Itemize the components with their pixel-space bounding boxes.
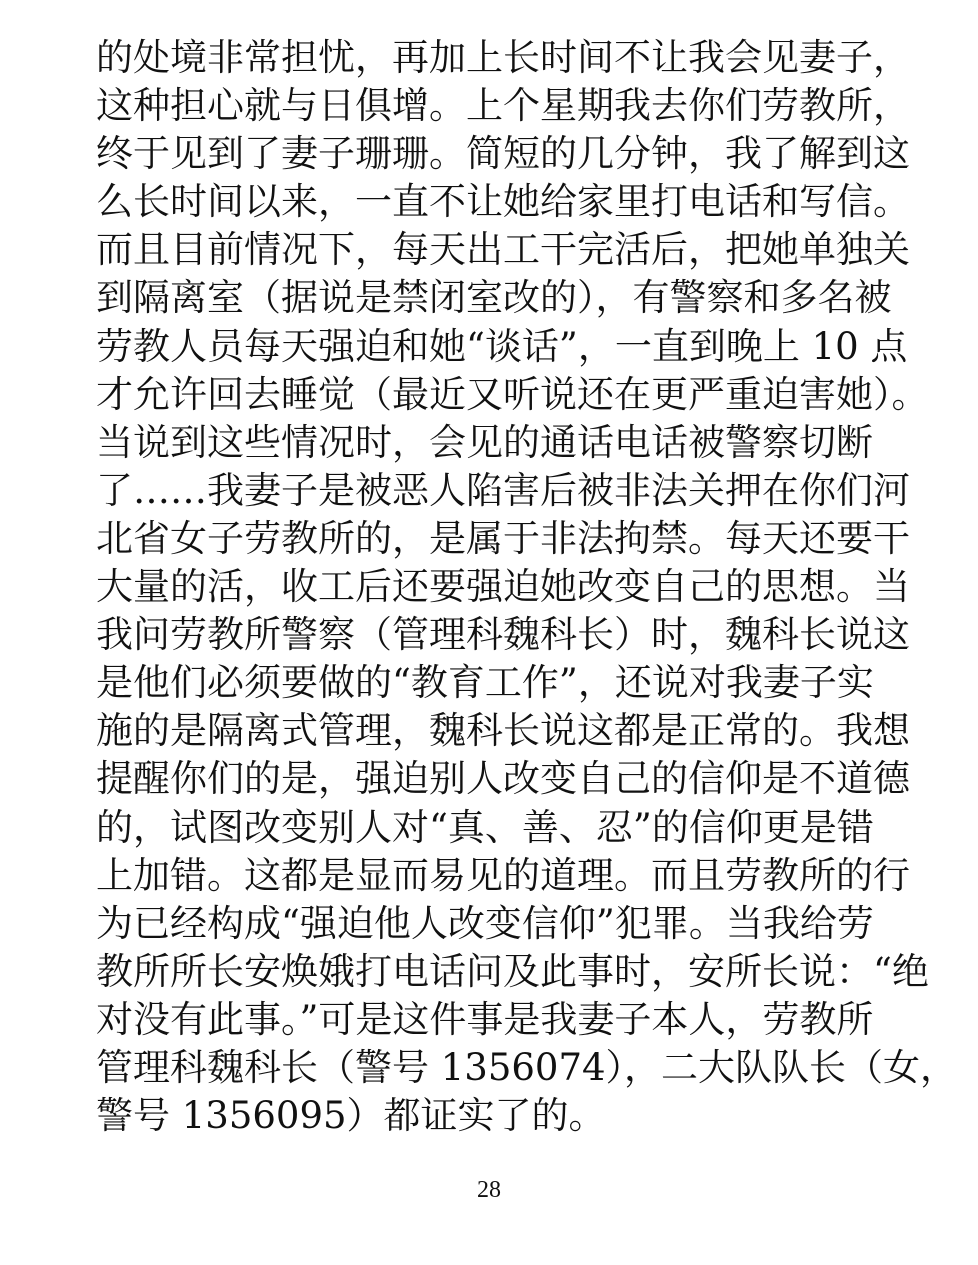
- text-line: 是他们必须要做的“教育工作”，还说对我妻子实: [96, 661, 874, 705]
- text-line: 上加错。这都是显而易见的道理。而且劳教所的行: [96, 853, 910, 897]
- text-line: 对没有此事。”可是这件事是我妻子本人，劳教所: [96, 997, 874, 1041]
- text-line: 了……我妻子是被恶人陷害后被非法关押在你们河: [96, 468, 910, 512]
- text-line: 北省女子劳教所的，是属于非法拘禁。每天还要干: [96, 516, 910, 560]
- text-line: 我问劳教所警察（管理科魏科长）时，魏科长说这: [96, 613, 910, 657]
- text-line: 这种担心就与日俱增。上个星期我去你们劳教所，: [96, 84, 910, 128]
- text-line: 大量的活，收工后还要强迫她改变自己的思想。当: [96, 565, 910, 609]
- text-line: 施的是隔离式管理，魏科长说这都是正常的。我想: [96, 709, 910, 753]
- text-line: 才允许回去睡觉（最近又听说还在更严重迫害她）。: [96, 372, 929, 416]
- text-line: 么长时间以来，一直不让她给家里打电话和写信。: [96, 180, 910, 224]
- page-number: 28: [477, 1177, 501, 1203]
- text-line: 劳教人员每天强迫和她“谈话”，一直到晚上 10 点: [96, 324, 908, 368]
- text-line: 当说到这些情况时，会见的通话电话被警察切断: [96, 420, 873, 464]
- text-line: 终于见到了妻子珊珊。简短的几分钟，我了解到这: [96, 132, 910, 176]
- text-line: 教所所长安焕娥打电话问及此事时，安所长说：“绝: [96, 949, 929, 993]
- text-line: 警号 1356095）都证实了的。: [96, 1094, 606, 1138]
- text-line: 为已经构成“强迫他人改变信仰”犯罪。当我给劳: [96, 901, 874, 945]
- text-line: 而且目前情况下，每天出工干完活后，把她单独关: [96, 228, 910, 272]
- text-line: 管理科魏科长（警号 1356074），二大队队长（女，: [96, 1045, 958, 1089]
- text-line: 的，试图改变别人对“真、善、忍”的信仰更是错: [96, 805, 874, 849]
- text-line: 的处境非常担忧，再加上长时间不让我会见妻子，: [96, 36, 910, 79]
- body-text: [96, 34, 958, 1140]
- text-line: 提醒你们的是，强迫别人改变自己的信仰是不道德: [96, 757, 910, 801]
- text-line: 到隔离室（据说是禁闭室改的），有警察和多名被: [96, 276, 892, 320]
